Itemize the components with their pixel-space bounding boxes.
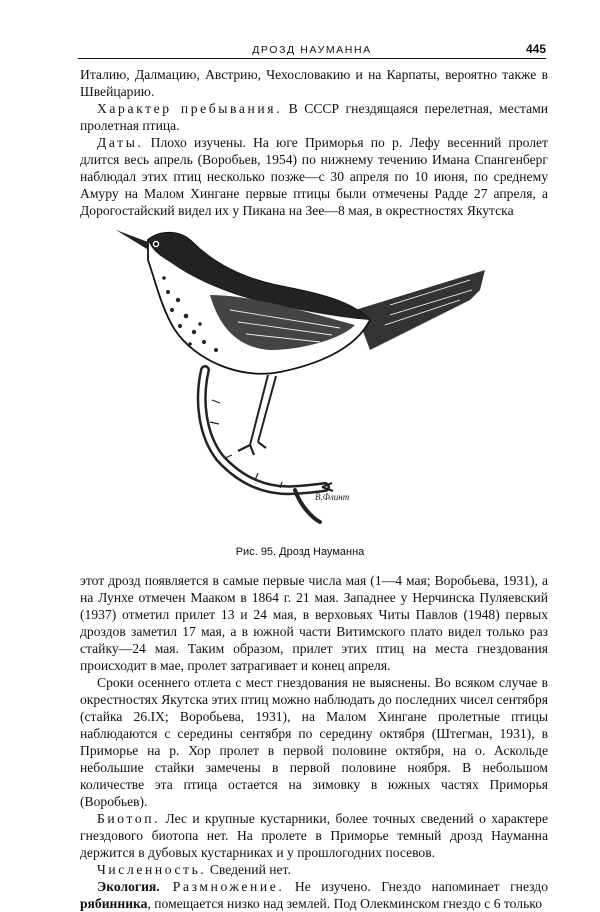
paragraph-departure: Сроки осеннего отлета с мест гнездования не выяснены. Во всяком случае в окрестностях Якутска этих птиц можно наблюдать до последних чисел сентября (стайка 26.IX; Воробьева, 1931), на Малом Хингане пролетные птицы наблюдаются с середины сентября по середину октября (Штегман, 1931), в Приморье на р. Хор пролет в первой половине октября, на о. Аскольде небольшие стайки замечены в первой половине ноября. В небольшом количестве эта птица остается на зимовку в южных частях Приморья (Воробьев).: [80, 675, 548, 809]
section-label-biotope: Биотоп.: [97, 811, 161, 826]
paragraph-residence: [80, 100, 548, 134]
paragraph-biotope-text: Лес и крупные кустарники, более точных сведений о характере гнездового биотопа нет. На пролете в Приморье темный дрозд Науманна держится в дубовых кустарниках и у прошлогодних посевов.: [80, 811, 548, 860]
text-block-bottom: [80, 572, 548, 912]
running-title: ДРОЗД НАУМАННА: [252, 44, 372, 56]
section-label-dates: Даты.: [97, 135, 144, 150]
paragraph-ecology: [80, 878, 548, 912]
page-number: 445: [525, 42, 546, 56]
paragraph-residence-text: В СССР гнездящаяся перелетная, местами пролетная птица.: [80, 101, 548, 133]
figure-caption: Рис. 95. Дрозд Науманна: [235, 546, 365, 558]
artist-signature: В.Флинт: [315, 492, 350, 502]
paragraph-distribution: Италию, Далмацию, Австрию, Чехословакию и на Карпаты, вероятно также в Швейцарию.: [80, 67, 548, 99]
section-label-residence: Характер пребывания.: [97, 101, 283, 116]
thrush-illustration: [100, 200, 500, 530]
section-label-abundance: Численность.: [97, 862, 207, 877]
paragraph-ecology-text-2: , помещается низко над землей. Под Олекминском гнездо с 6 только: [147, 896, 542, 911]
paragraph-biotope: [80, 810, 548, 861]
paragraph-ecology-text-1: Не изучено. Гнездо напоминает гнездо: [284, 879, 548, 894]
figure-bird: [100, 200, 500, 530]
running-header: [78, 44, 546, 59]
species-fieldfare: рябинника: [80, 896, 148, 911]
paragraph-arrival: этот дрозд появляется в самые первые числа мая (1—4 мая; Воробьева, 1931), а на Лунхе отмечен Мааком в 1864 г. 21 мая. Западнее у Нерчинска Пуляевский (1937) отметил прилет 13 и 24 мая, в верховьях Читы Павлов (1948) первых дроздов заметил 17 мая, а в южной части Витимского плато видел только раз стайку—24 мая. Таким образом, прилет этих птиц на места гнездования происходит в мае, пролет затрагивает и конец апреля.: [80, 573, 548, 673]
paragraph-abundance-text: Сведений нет.: [206, 862, 291, 877]
paragraph-abundance: [80, 861, 548, 878]
paragraph-dates-text: Плохо изучены. На юге Приморья по р. Лефу весенний пролет длится весь апрель (Воробьев, 1954) по нижнему течению Имана Спангенберг наблюдал этих птиц несколько позже—с 30 апреля по 10 июня, по среднему Амуру на Малом Хингане первые птицы были отмечены Радде 27 апреля, а Дорогостайский видел их у Пикана на Зее—8 мая, в окрестностях Якутска: [80, 135, 548, 218]
section-heading-ecology: Экология.: [97, 879, 160, 894]
text-block-top: [80, 66, 548, 219]
section-label-breeding: Размножение.: [159, 879, 285, 894]
